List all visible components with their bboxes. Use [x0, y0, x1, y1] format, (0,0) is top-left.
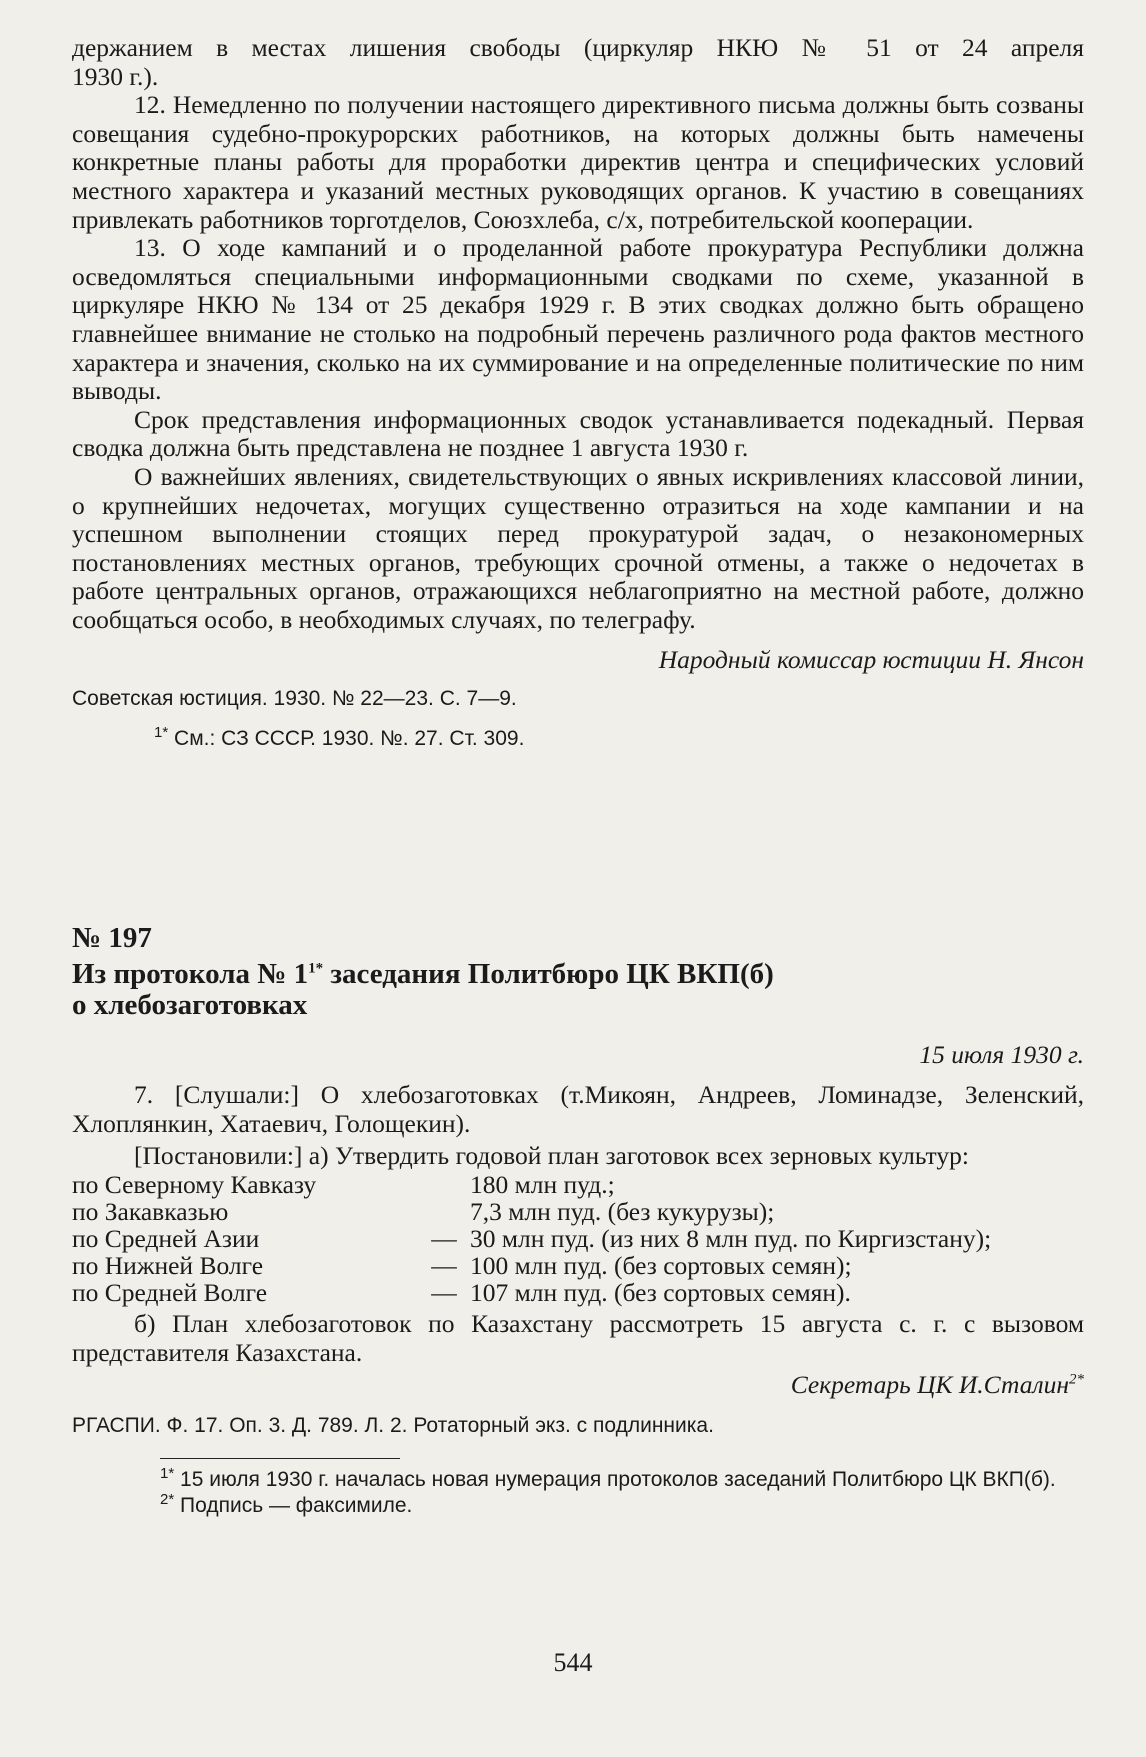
- plan-region: по Закавказью: [72, 1196, 229, 1226]
- paragraph-13: 13. О ходе кампаний и о проделанной работе прокуратура Республики должна осведомляться специальными информационными сводками по схеме, указанной в циркуляре НКЮ № 134 от 25 декабря 1929 г. В этих сводках должно быть обращено главнейшее внимание не столько на подробный перечень различного рода фактов местного характера и значения, сколько на их суммирование и на определенные политические по ним выводы.: [72, 233, 1084, 406]
- footnote-2-text: 15 июля 1930 г. началась новая нумерация протоколов заседаний Политбюро ЦК ВКП(б).: [180, 1468, 1056, 1492]
- footnote-1-mark: 1*: [154, 723, 169, 741]
- document-197: [72, 924, 1084, 1519]
- resolution: [Постановили:] а) Утвердить годовой план заготовок всех зерновых культур:: [134, 1141, 969, 1171]
- source-citation-2: РГАСПИ. Ф. 17. Оп. 3. Д. 789. Л. 2. Ротаторный экз. с подлинника.: [72, 1413, 714, 1437]
- intro-line-2: 1930 г.).: [72, 61, 159, 91]
- signature-stalin: [72, 1371, 1084, 1400]
- main-text: [72, 34, 1084, 752]
- footnote-1-text: См.: СЗ СССР. 1930. №. 27. Ст. 309.: [174, 726, 525, 750]
- table-row: [72, 1252, 991, 1279]
- plan-amount: 107 млн пуд. (без сортовых семян).: [470, 1277, 851, 1307]
- signature-stalin-text: Секретарь ЦК И.Сталин: [790, 1370, 1069, 1400]
- footnote-1: [72, 723, 1084, 752]
- footnote-3-text: Подпись — факсимиле.: [180, 1494, 413, 1518]
- plan-amount: 100 млн пуд. (без сортовых семян);: [470, 1250, 852, 1280]
- plan-dash: —: [431, 1223, 457, 1253]
- plan-amount: 30 млн пуд. (из них 8 млн пуд. по Киргизстану);: [470, 1223, 992, 1253]
- plan-dash: —: [431, 1277, 457, 1307]
- paragraph-important: О важнейших явлениях, свидетельствующих о явных искривлениях классовой линии, о крупнейших недочетах, могущих существенно отразиться на ходе кампании и на успешном выполнении стоящих перед прокуратурой задач, о незакономерных постановлениях местных органов, требующих срочной отмены, а также о недочетах в работе центральных органов, отражающихся неблагоприятно на местной работе, должно сообщаться особо, в необходимых случаях, по телеграфу.: [72, 461, 1084, 634]
- footnote-divider: [160, 1458, 400, 1459]
- item-7: 7. [Слушали:] О хлебозаготовках (т.Микоян, Андреев, Ломинадзе, Зеленский, Хлоплянкин, Хатаевич, Голощекин).: [72, 1080, 1084, 1138]
- document-title: [72, 959, 1084, 990]
- paragraph-deadline: Срок представления информационных сводок устанавливается подекадный. Первая сводка должна быть представлена не позднее 1 августа 1930 г.: [72, 404, 1084, 463]
- table-row: [72, 1225, 991, 1252]
- page-number: 544: [553, 1648, 593, 1677]
- plan-dash: [422, 1198, 466, 1225]
- footnote-3: [72, 1493, 1084, 1519]
- footnote-2-mark: 1*: [160, 1465, 175, 1483]
- table-row: [72, 1171, 991, 1198]
- plan-region: по Нижней Волге: [72, 1250, 264, 1280]
- plan-amount: 180 млн пуд.;: [470, 1169, 615, 1199]
- plan-region: по Средней Азии: [72, 1223, 260, 1253]
- title-part-b: заседания Политбюро ЦК ВКП(б): [323, 957, 774, 990]
- table-row: [72, 1279, 991, 1306]
- grain-plan-table: [72, 1171, 991, 1306]
- signature-yanson: Народный комиссар юстиции Н. Янсон: [658, 645, 1084, 675]
- table-row: [72, 1198, 991, 1225]
- footnote-2: [72, 1467, 1084, 1493]
- title-part-a: Из протокола № 1: [72, 957, 309, 990]
- source-citation-1: Советская юстиция. 1930. № 22—23. С. 7—9.: [72, 687, 517, 711]
- signature-footnote-mark: 2*: [1069, 1371, 1084, 1388]
- document-title-line-2: о хлебозаготовках: [72, 988, 308, 1021]
- paragraph-12: 12. Немедленно по получении настоящего директивного письма должны быть созваны совещания судебно-прокурорских работников, на которых должны быть намечены конкретные планы работы для проработки директив центра и специфических условий местного характера и указаний местных руководящих органов. К участию в совещаниях привлекать работников торготделов, Союзхлеба, с/х, потребительской кооперации.: [72, 90, 1084, 234]
- plan-dash: —: [431, 1250, 457, 1280]
- title-footnote-mark: 1*: [308, 959, 324, 976]
- document-number: № 197: [72, 922, 152, 954]
- plan-region: по Северному Кавказу: [72, 1169, 317, 1199]
- intro-line-1: держанием в местах лишения свободы (циркуляр НКЮ № 51 от 24 апреля: [72, 33, 1084, 62]
- plan-amount: 7,3 млн пуд. (без кукурузы);: [470, 1196, 775, 1226]
- plan-dash: [422, 1171, 466, 1198]
- plan-region: по Средней Волге: [72, 1277, 268, 1307]
- document-date: 15 июля 1930 г.: [919, 1039, 1084, 1069]
- footnote-3-mark: 2*: [160, 1491, 175, 1509]
- item-b: б) План хлебозаготовок по Казахстану рассмотреть 15 августа с. г. с вызовом представителя Казахстана.: [72, 1308, 1084, 1367]
